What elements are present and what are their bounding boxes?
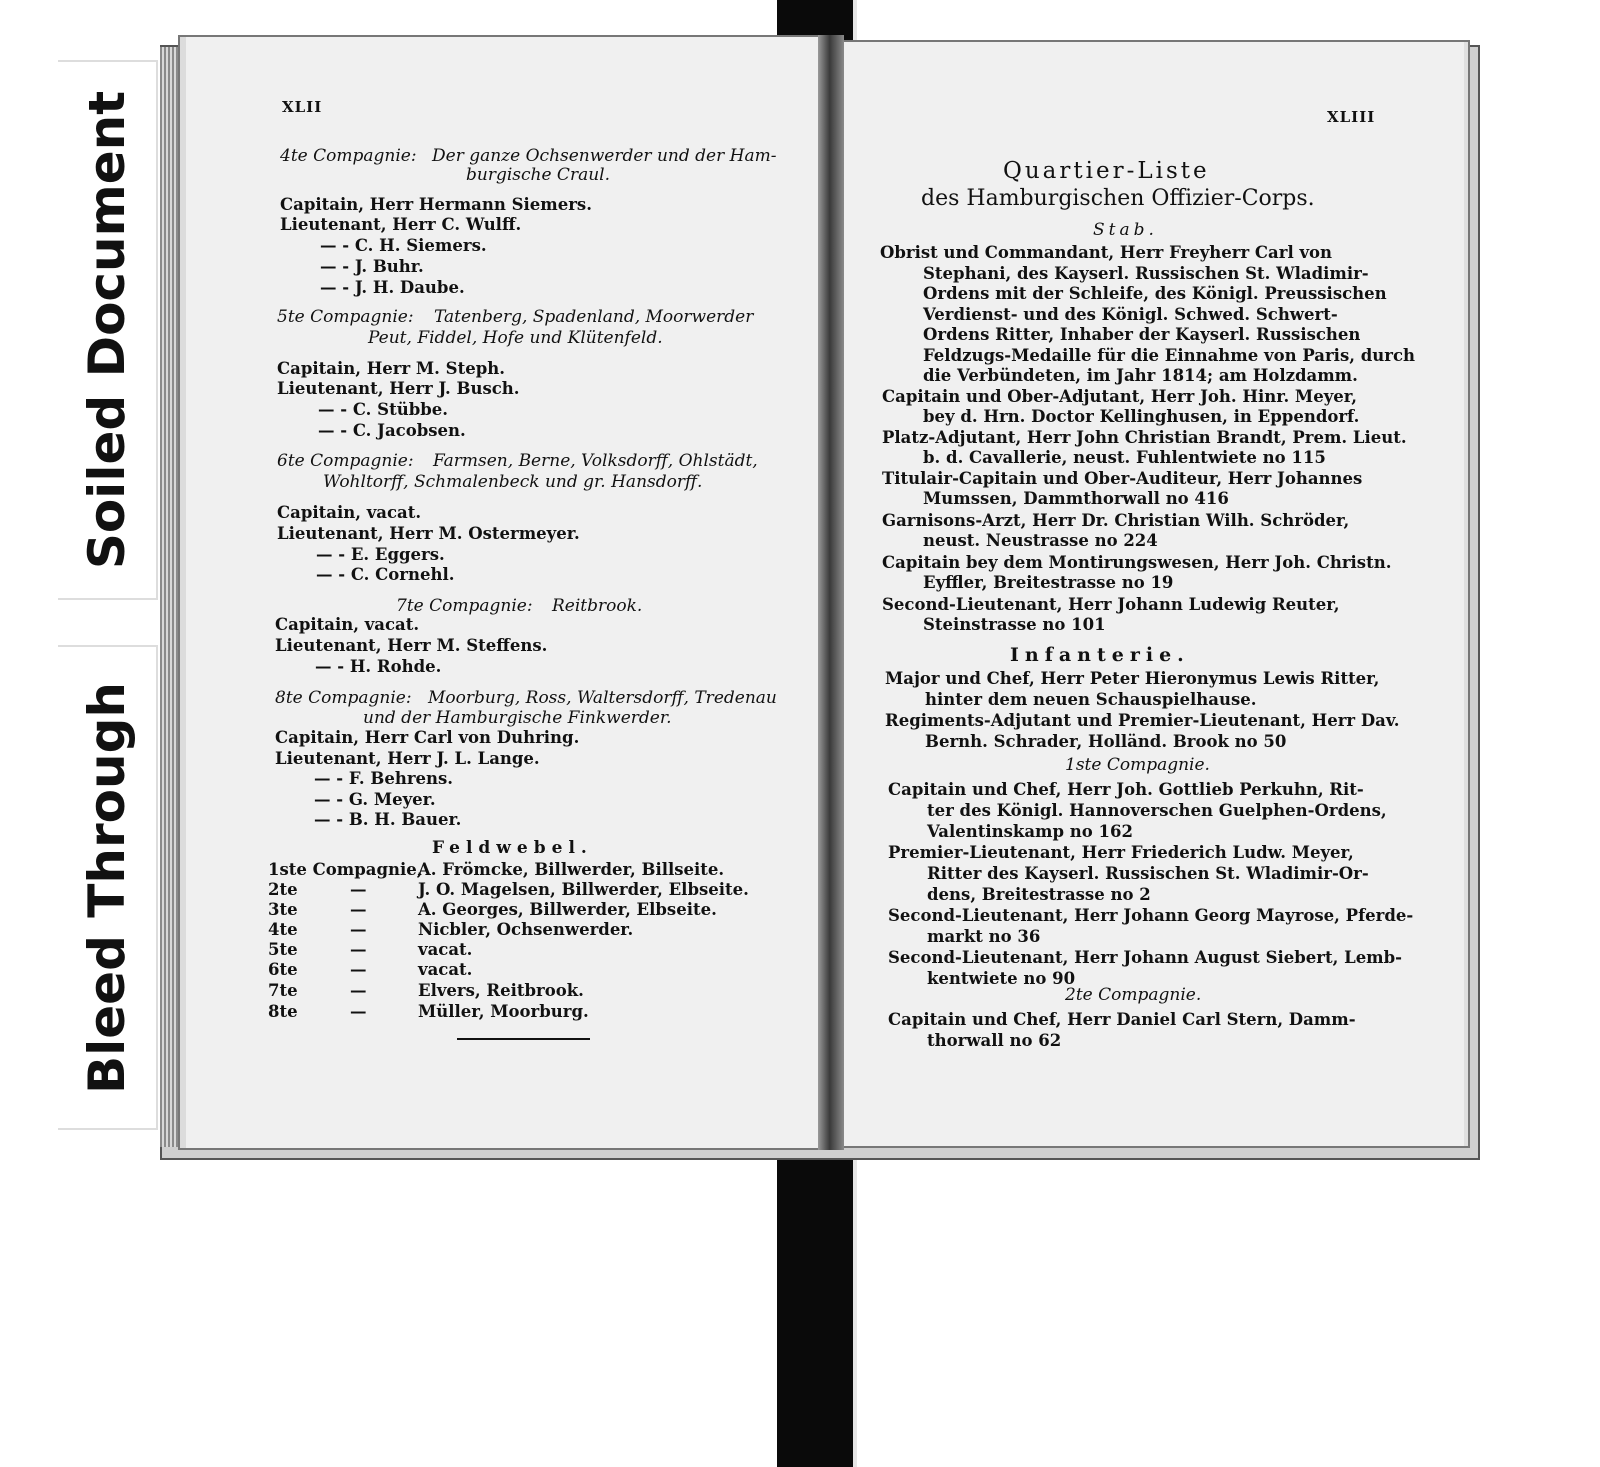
stab-line: Ordens Ritter, Inhaber der Kayserl. Russischen	[923, 325, 1361, 344]
feldwebel-dash: —	[350, 880, 367, 899]
feldwebel-dash: —	[350, 940, 367, 959]
feldwebel-company: 4te	[268, 920, 298, 939]
stab-line: bey d. Hrn. Doctor Kellinghusen, in Eppendorf.	[923, 407, 1360, 426]
feldwebel-company: 3te	[268, 900, 298, 919]
compagnie-1-line: Ritter des Kayserl. Russischen St. Wladimir-Or-	[927, 864, 1369, 883]
book-gutter	[818, 35, 844, 1150]
section-6-location: Wohltorff, Schmalenbeck und gr. Hansdorff.	[323, 472, 703, 492]
section-6-row: — - C. Cornehl.	[316, 565, 455, 584]
section-8-row: Lieutenant, Herr J. L. Lange.	[275, 749, 540, 768]
feldwebel-company: 6te	[268, 960, 298, 979]
stab-line: Garnisons-Arzt, Herr Dr. Christian Wilh. Schröder,	[882, 511, 1350, 530]
infanterie-line: hinter dem neuen Schauspielhause.	[925, 690, 1257, 709]
section-6-row: Capitain, vacat.	[277, 503, 422, 522]
stab-heading: Stab.	[1093, 220, 1158, 240]
infanterie-line: Bernh. Schrader, Holländ. Brook no 50	[925, 732, 1287, 751]
section-4-row: — - C. H. Siemers.	[320, 236, 487, 255]
section-4-row: Lieutenant, Herr C. Wulff.	[280, 215, 522, 234]
feldwebel-dash: —	[350, 1002, 367, 1021]
feldwebel-name: vacat.	[418, 960, 473, 979]
section-8-row: — - B. H. Bauer.	[314, 810, 462, 829]
compagnie-2-line: Capitain und Chef, Herr Daniel Carl Stern, Damm-	[888, 1010, 1356, 1029]
section-4-row: Capitain, Herr Hermann Siemers.	[280, 195, 592, 214]
section-4-location: Der ganze Ochsenwerder und der Ham-	[432, 146, 777, 166]
feldwebel-heading: Feldwebel.	[432, 838, 593, 858]
section-5-row: Lieutenant, Herr J. Busch.	[277, 379, 520, 398]
list-title: Quartier-Liste	[1003, 158, 1210, 184]
section-4-heading: 4te Compagnie:	[280, 146, 417, 166]
soiled-document-tag	[58, 60, 158, 600]
feldwebel-name: vacat.	[418, 940, 473, 959]
infanterie-line: Regiments-Adjutant und Premier-Lieutenant, Herr Dav.	[885, 711, 1400, 730]
feldwebel-company: 8te	[268, 1002, 298, 1021]
soiled-document-label: Soiled Document	[78, 90, 136, 570]
feldwebel-company: 7te	[268, 981, 298, 1000]
section-8-row: — - G. Meyer.	[314, 790, 436, 809]
feldwebel-company: 1ste Compagnie,	[268, 860, 423, 879]
stab-line: Ordens mit der Schleife, des Königl. Preussischen	[923, 284, 1387, 303]
section-8-row: — - F. Behrens.	[314, 769, 454, 788]
compagnie-1-line: Capitain und Chef, Herr Joh. Gottlieb Perkuhn, Rit-	[888, 780, 1364, 799]
infanterie-heading: Infanterie.	[1010, 644, 1190, 666]
section-4-row: — - J. H. Daube.	[320, 278, 465, 297]
feldwebel-name: A. Georges, Billwerder, Elbseite.	[418, 900, 717, 919]
feldwebel-dash: —	[350, 981, 367, 1000]
section-8-location: Moorburg, Ross, Waltersdorff, Tredenau	[428, 688, 777, 708]
stab-line: Verdienst- und des Königl. Schwed. Schwert-	[923, 305, 1338, 324]
section-6-row: — - E. Eggers.	[316, 545, 445, 564]
feldwebel-name: Elvers, Reitbrook.	[418, 981, 584, 1000]
stab-line: Eyffler, Breitestrasse no 19	[923, 573, 1174, 592]
list-subtitle: des Hamburgischen Offizier-Corps.	[921, 186, 1315, 211]
binding-strip-bottom-edge	[853, 1150, 857, 1467]
compagnie-1-line: Valentinskamp no 162	[927, 822, 1133, 841]
compagnie-1-line: Second-Lieutenant, Herr Johann Georg Mayrose, Pferde-	[888, 906, 1414, 925]
feldwebel-dash: —	[350, 900, 367, 919]
stab-line: die Verbündeten, im Jahr 1814; am Holzdamm.	[923, 366, 1358, 385]
section-7-row: Capitain, vacat.	[275, 615, 420, 634]
bleed-through-tag	[58, 645, 158, 1130]
page-number-right: XLIII	[1327, 108, 1376, 126]
stab-line: Titulair-Capitain und Ober-Auditeur, Herr Johannes	[882, 469, 1363, 488]
binding-strip-bottom	[777, 1150, 853, 1467]
compagnie-1-line: markt no 36	[927, 927, 1041, 946]
page-number-left: XLII	[282, 98, 323, 116]
stab-line: Mumssen, Dammthorwall no 416	[923, 489, 1229, 508]
compagnie-1-line: kentwiete no 90	[927, 969, 1076, 988]
section-6-location: Farmsen, Berne, Volksdorff, Ohlstädt,	[433, 451, 758, 471]
feldwebel-dash: —	[350, 960, 367, 979]
section-8-heading: 8te Compagnie:	[275, 688, 412, 708]
feldwebel-name: Müller, Moorburg.	[418, 1002, 589, 1021]
section-8-row: Capitain, Herr Carl von Duhring.	[275, 728, 580, 747]
section-5-heading: 5te Compagnie:	[277, 307, 414, 327]
stab-line: Stephani, des Kayserl. Russischen St. Wladimir-	[923, 264, 1369, 283]
section-5-location: Tatenberg, Spadenland, Moorwerder	[434, 307, 754, 327]
page-edges	[160, 47, 178, 1147]
stab-line: neust. Neustrasse no 224	[923, 531, 1158, 550]
feldwebel-dash: —	[350, 920, 367, 939]
stab-line: Obrist und Commandant, Herr Freyherr Carl von	[880, 243, 1333, 262]
section-5-row: Capitain, Herr M. Steph.	[277, 359, 505, 378]
compagnie-1-line: ter des Königl. Hannoverschen Guelphen-Ordens,	[927, 801, 1387, 820]
stab-line: Platz-Adjutant, Herr John Christian Brandt, Prem. Lieut.	[882, 428, 1407, 447]
compagnie-2-line: thorwall no 62	[927, 1031, 1062, 1050]
section-4-row: — - J. Buhr.	[320, 257, 424, 276]
feldwebel-name: Nicbler, Ochsenwerder.	[418, 920, 634, 939]
feldwebel-company: 2te	[268, 880, 298, 899]
section-5-row: — - C. Stübbe.	[318, 400, 449, 419]
section-7-row: Lieutenant, Herr M. Steffens.	[275, 636, 548, 655]
stab-line: Steinstrasse no 101	[923, 615, 1106, 634]
section-6-heading: 6te Compagnie:	[277, 451, 414, 471]
bleed-through-label: Bleed Through	[78, 681, 136, 1094]
stab-line: Capitain bey dem Montirungswesen, Herr Joh. Christn.	[882, 553, 1392, 572]
compagnie-1-line: Second-Lieutenant, Herr Johann August Siebert, Lemb-	[888, 948, 1403, 967]
feldwebel-name: J. O. Magelsen, Billwerder, Elbseite.	[418, 880, 749, 899]
section-7-row: — - H. Rohde.	[315, 657, 442, 676]
section-5-location: Peut, Fiddel, Hofe und Klütenfeld.	[368, 328, 663, 348]
section-8-location: und der Hamburgische Finkwerder.	[363, 708, 672, 728]
compagnie-2-heading: 2te Compagnie.	[1065, 985, 1202, 1005]
compagnie-1-heading: 1ste Compagnie.	[1065, 755, 1210, 775]
feldwebel-name: A. Frömcke, Billwerder, Billseite.	[418, 860, 725, 879]
stab-line: b. d. Cavallerie, neust. Fuhlentwiete no 115	[923, 448, 1326, 467]
compagnie-1-line: Premier-Lieutenant, Herr Friederich Ludw. Meyer,	[888, 843, 1354, 862]
stab-line: Capitain und Ober-Adjutant, Herr Joh. Hinr. Meyer,	[882, 387, 1358, 406]
feldwebel-company: 5te	[268, 940, 298, 959]
section-7-heading: 7te Compagnie:	[396, 596, 533, 616]
section-4-location: burgische Craul.	[466, 165, 610, 185]
end-rule	[457, 1038, 590, 1040]
section-7-location: Reitbrook.	[552, 596, 643, 616]
stab-line: Feldzugs-Medaille für die Einnahme von Paris, durch	[923, 346, 1415, 365]
stab-line: Second-Lieutenant, Herr Johann Ludewig Reuter,	[882, 595, 1340, 614]
section-5-row: — - C. Jacobsen.	[318, 421, 466, 440]
infanterie-line: Major und Chef, Herr Peter Hieronymus Lewis Ritter,	[885, 669, 1380, 688]
compagnie-1-line: dens, Breitestrasse no 2	[927, 885, 1151, 904]
section-6-row: Lieutenant, Herr M. Ostermeyer.	[277, 524, 580, 543]
